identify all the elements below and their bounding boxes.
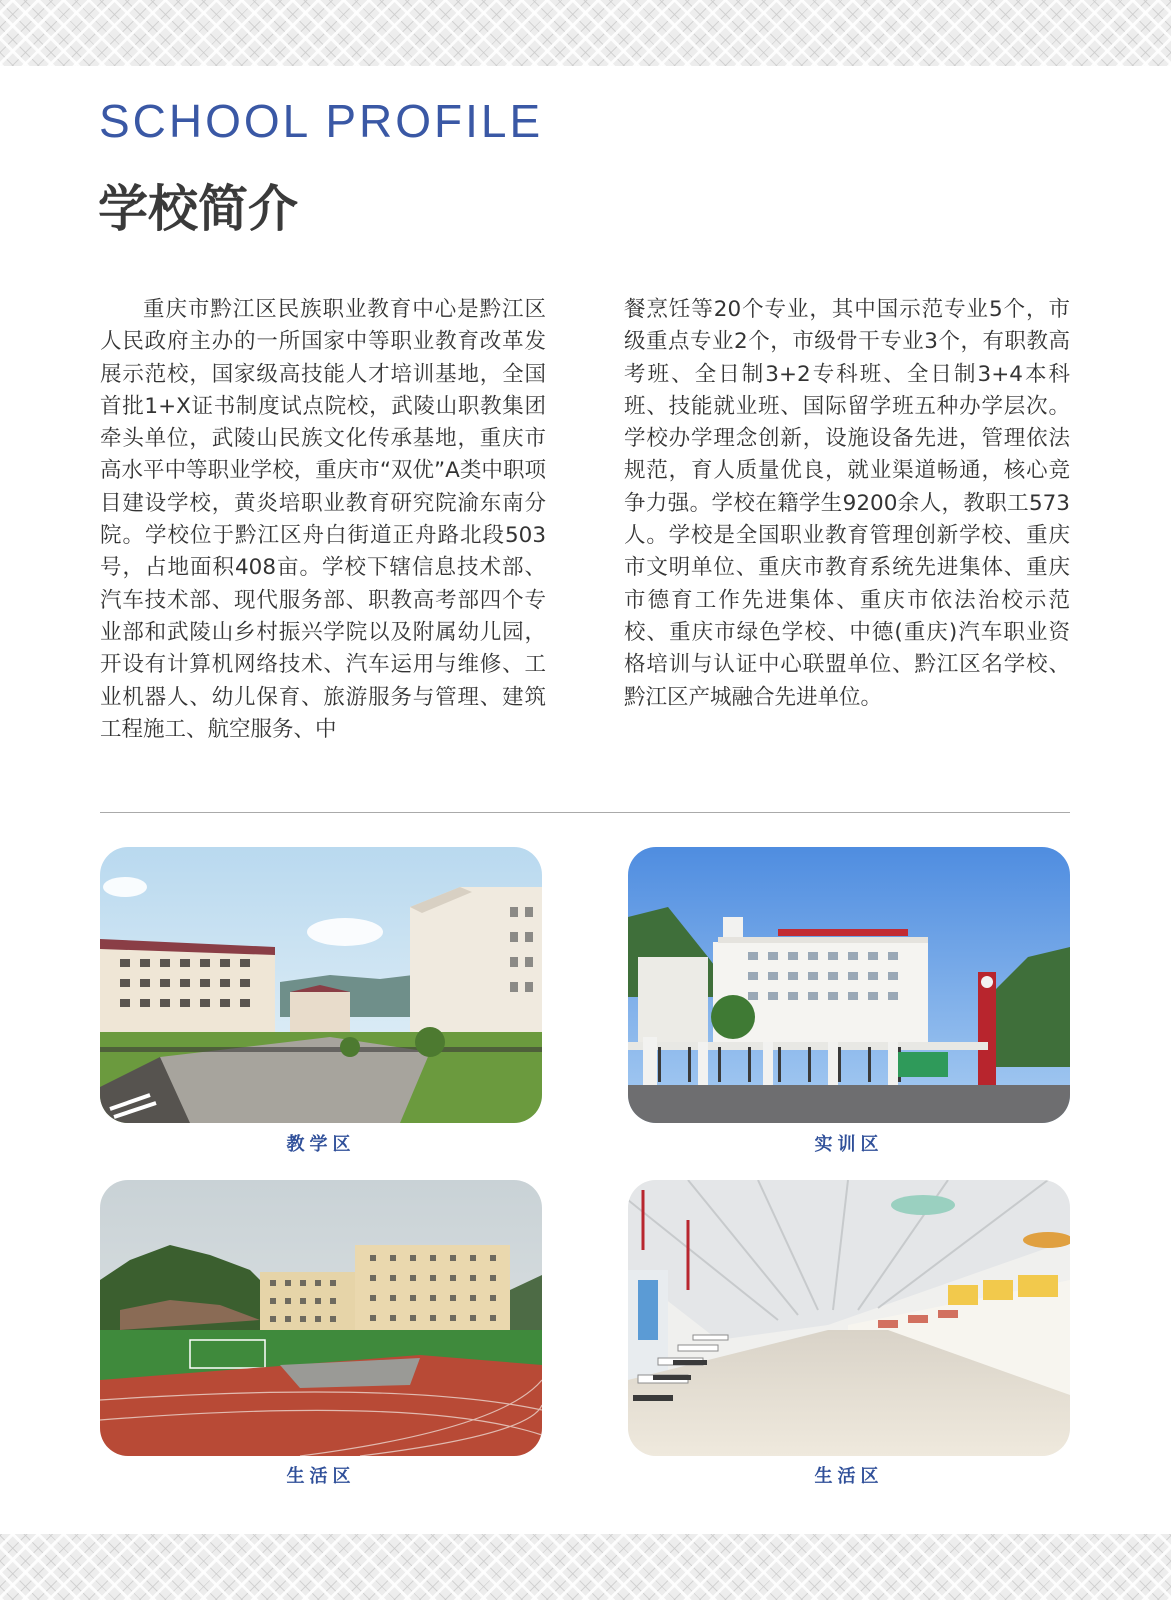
- photo-caption: 教学区: [286, 1134, 356, 1155]
- photo-living-area-canteen: [628, 1180, 1070, 1456]
- photo-caption: 实训区: [814, 1134, 884, 1155]
- photo-caption: 生活区: [286, 1466, 356, 1487]
- page-title-chinese: 学校简介: [98, 180, 298, 238]
- photo-caption: 生活区: [814, 1466, 884, 1487]
- photo-training-area: [628, 847, 1070, 1123]
- intro-column-right: 餐烹饪等20个专业，其中国示范专业5个，市级重点专业2个，市级骨干专业3个，有职教高考班、全日制3+2专科班、全日制3+4本科班、技能就业班、国际留学班五种办学层次。学校办学理念创新，设施设备先进，管理依法规范，育人质量优良，就业渠道畅通，核心竞争力强。学校在籍学生9200余人，教职工573人。学校是全国职业教育管理创新学校、重庆市文明单位、重庆市教育系统先进集体、重庆市德育工作先进集体、重庆市依法治校示范校、重庆市绿色学校、中德(重庆)汽车职业资格培训与认证中心联盟单位、黔江区名学校、黔江区产城融合先进单位。: [624, 297, 1070, 710]
- section-divider: [100, 812, 1070, 813]
- photo-teaching-area: [100, 847, 542, 1123]
- top-pattern-band: [0, 0, 1171, 66]
- intro-column-left: 重庆市黔江区民族职业教育中心是黔江区人民政府主办的一所国家中等职业教育改革发展示范校，国家级高技能人才培训基地，全国首批1+X证书制度试点院校，武陵山职教集团牵头单位，武陵山民族文化传承基地，重庆市高水平中等职业学校，重庆市“双优”A类中职项目建设学校，黄炎培职业教育研究院渝东南分院。学校位于黔江区舟白街道正舟路北段503号，占地面积408亩。学校下辖信息技术部、汽车技术部、现代服务部、职教高考部四个专业部和武陵山乡村振兴学院以及附属幼儿园，开设有计算机网络技术、汽车运用与维修、工业机器人、幼儿保育、旅游服务与管理、建筑工程施工、航空服务、中: [100, 297, 546, 742]
- photo-living-area-track: [100, 1180, 542, 1456]
- bottom-pattern-band: [0, 1534, 1171, 1600]
- page-title-english: SCHOOL PROFILE: [99, 95, 544, 147]
